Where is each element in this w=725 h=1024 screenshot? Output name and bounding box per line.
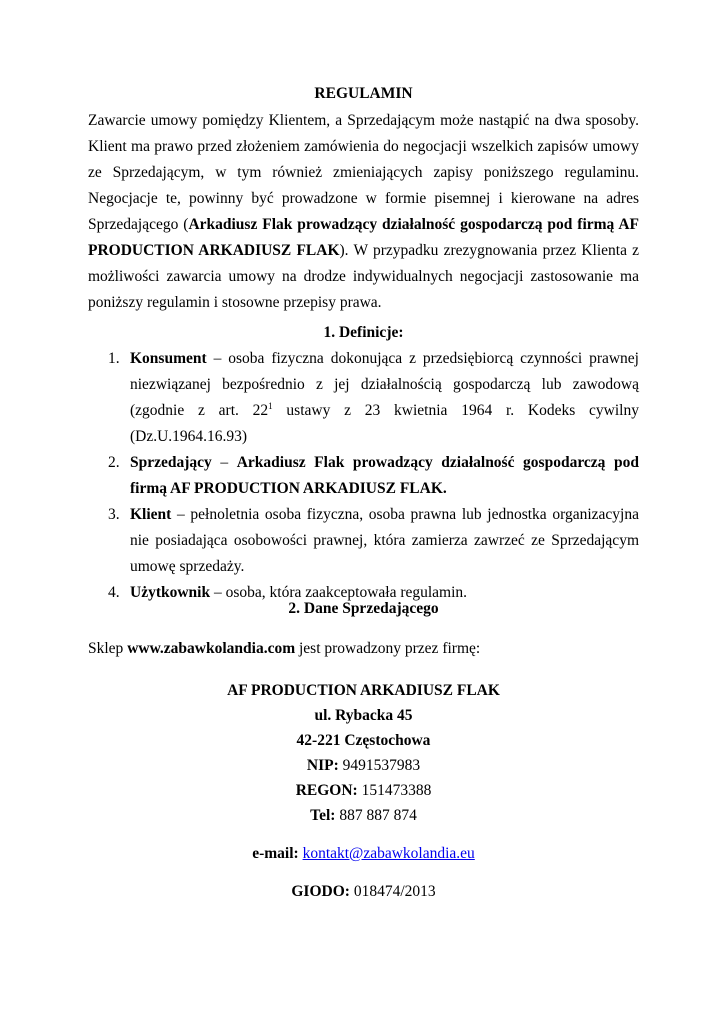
company-email: e-mail: kontakt@zabawkolandia.eu — [252, 845, 475, 862]
definitions-list — [88, 346, 639, 606]
shop-url: www.zabawkolandia.com — [127, 640, 296, 657]
section-definitions-heading: 1. Definicje: — [323, 324, 404, 341]
definition-term: Sprzedający — [130, 454, 212, 471]
intro-text-2: ). W przypadku zrezygnowania przez Klienta z możliwości zawarcia umowy na drodze indywidualnych negocjacji zastosowanie ma poniższy regulamin i stosowne przepisy prawa. — [88, 242, 640, 311]
definition-term: Konsument — [130, 350, 207, 367]
company-phone: Tel: 887 887 874 — [310, 807, 417, 824]
company-regon: REGON: 151473388 — [295, 782, 432, 799]
company-giodo: GIODO: 018474/2013 — [291, 883, 436, 900]
definition-item-klient: 3. Klient – pełnoletnia osoba fizyczna, osoba prawna lub jednostka organizacyjna nie posiadająca osobowości prawnej, która zamierza zawrzeć ze Sprzedającym umowę sprzedaży. — [108, 506, 639, 575]
definition-term: Klient — [130, 506, 172, 523]
definition-term: Użytkownik — [130, 584, 211, 601]
section-seller-heading: 2. Dane Sprzedającego — [288, 600, 439, 617]
definition-item-uzytkownik: 4. Użytkownik – osoba, która zaakceptowała regulamin. — [108, 584, 468, 601]
intro-paragraph — [88, 108, 639, 316]
email-link[interactable]: kontakt@zabawkolandia.eu — [302, 845, 475, 862]
definition-item-sprzedajacy: 2. Sprzedający – Arkadiusz Flak prowadzący działalność gospodarczą pod firmą AF PRODUCTION ARKADIUSZ FLAK. — [108, 454, 639, 497]
company-nip: NIP: 9491537983 — [306, 757, 421, 774]
company-street: ul. Rybacka 45 — [314, 707, 413, 724]
shop-line: Sklep www.zabawkolandia.com jest prowadzony przez firmę: — [88, 640, 481, 657]
document-title: REGULAMIN — [314, 85, 413, 102]
footnote-superscript: 1 — [268, 401, 273, 411]
intro-text-1: Zawarcie umowy pomiędzy Klientem, a Sprzedającym może nastąpić na dwa sposoby. Klient ma prawo przed złożeniem zamówienia do negocjacji wszelkich zapisów umowy ze Sprzedającym, w tym również zmieniających zapisy poniższego regulaminu. Negocjacje te, powinny być prowadzone w formie pisemnej i kierowane na adres Sprzedającego ( — [88, 112, 639, 233]
intro-seller-name: Arkadiusz Flak prowadzący działalność gospodarczą pod firmą AF PRODUCTION ARKADIUSZ FLAK — [88, 216, 639, 259]
company-name: AF PRODUCTION ARKADIUSZ FLAK — [227, 682, 500, 699]
company-city: 42-221 Częstochowa — [296, 732, 431, 749]
definition-item-konsument: 1. Konsument – osoba fizyczna dokonująca z przedsiębiorcą czynności prawnej niezwiązanej bezpośrednio z jej działalnością gospodarczą lub zawodową (zgodnie z art. $22^1$ ustawy z 23 kwietnia 1964 r. Kodeks cywilny (Dz.U.1964.16.93) — [108, 350, 639, 445]
